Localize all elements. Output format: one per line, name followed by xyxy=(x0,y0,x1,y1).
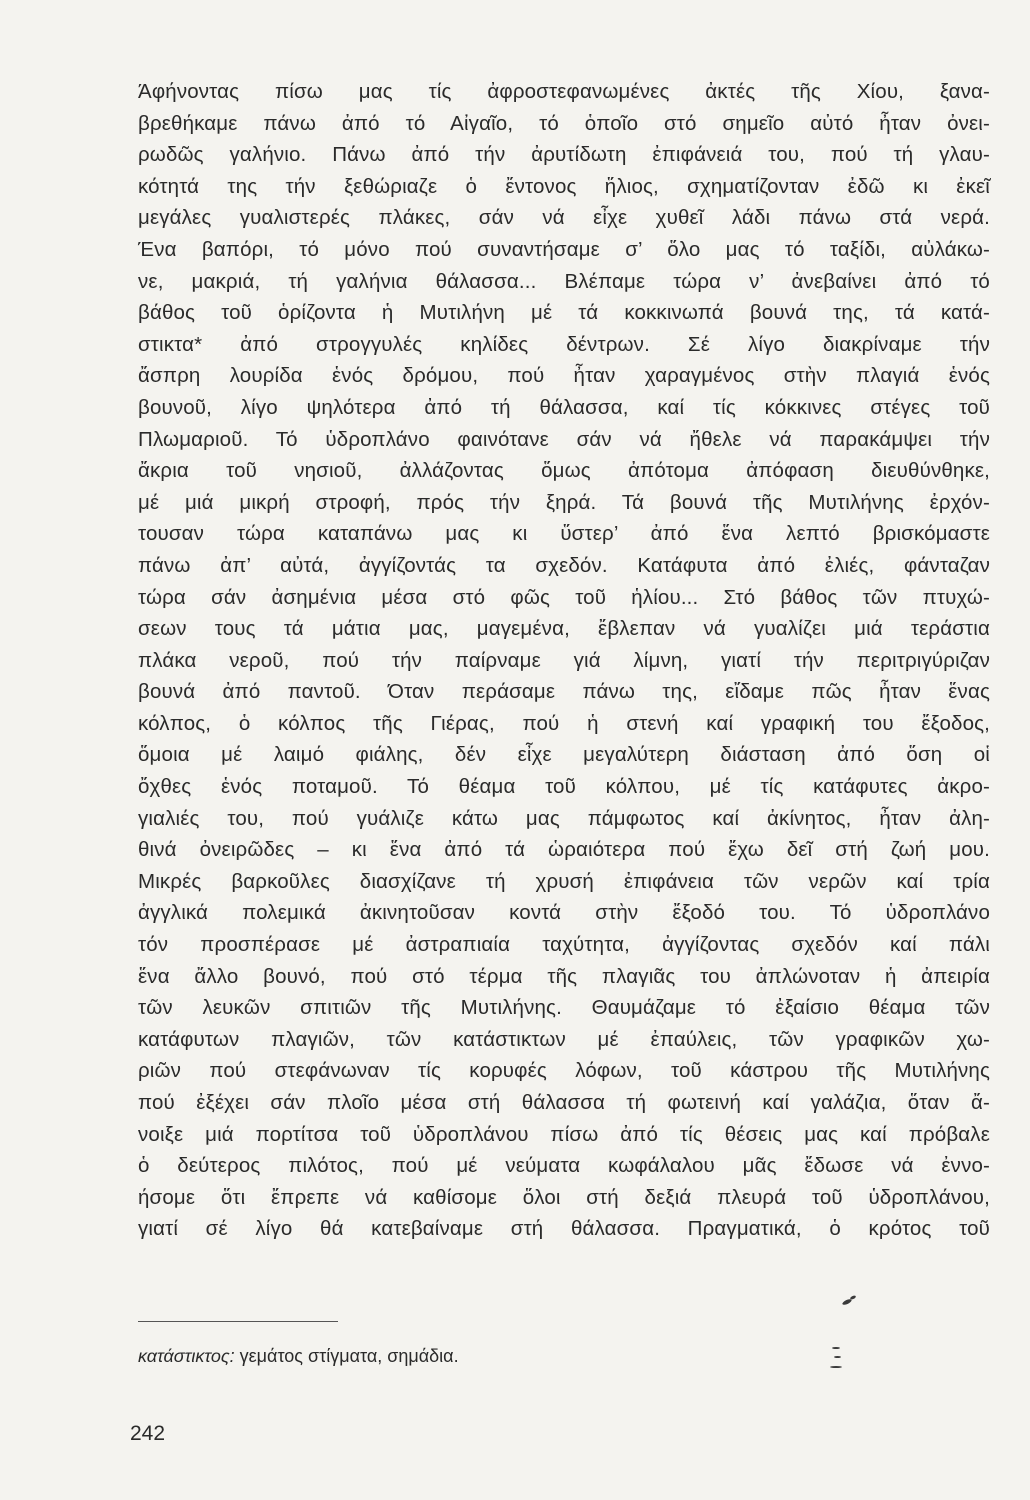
text-line: Άφήνοντας πίσω μας τίς ἀφροστεφανωμένες ἀκτές τῆς Χίου, ξανα- xyxy=(138,80,990,103)
text-line: βρεθήκαμε πάνω ἀπό τό Αἰγαῖο, τό ὁποῖο στό σημεῖο αὐτό ἦταν ὀνει- xyxy=(138,111,990,135)
text-line: ρωδῶς γαλήνιο. Πάνω ἀπό τήν ἀρυτίδωτη ἐπιφάνειά του, πού τή γλαυ- xyxy=(138,143,990,167)
text-line: θινά ὀνειρῶδες – κι ἕνα ἀπό τά ὡραιότερα πού ἔχω δεῖ στή ζωή μου. xyxy=(138,838,990,862)
footnote xyxy=(138,1344,459,1368)
ink-smudge xyxy=(834,1356,841,1358)
text-line: κόλπος, ὁ κόλπος τῆς Γιέρας, πού ἡ στενή καί γραφική του ἔξοδος, xyxy=(138,711,990,735)
text-line: κατάφυτων πλαγιῶν, τῶν κατάστικτων μέ ἐπαύλεις, τῶν γραφικῶν χω- xyxy=(138,1027,990,1051)
text-line: τόν προσπέρασε μέ ἀστραπιαία ταχύτητα, ἀγγίζοντας σχεδόν καί πάλι xyxy=(138,933,990,957)
text-line: ἀγγλικά πολεμικά ἀκινητοῦσαν κοντά στὴν ἔξοδό του. Τό ὑδροπλάνο xyxy=(138,901,990,925)
body-text xyxy=(138,76,990,1245)
text-line: ὁ δεύτερος πιλότος, πού μέ νεύματα κωφάλαλου μᾶς ἔδωσε νά ἐννο- xyxy=(138,1154,990,1178)
text-line: ήσομε ὅτι ἔπρεπε νά καθίσομε ὅλοι στή δεξιά πλευρά τοῦ ὑδροπλάνου, xyxy=(138,1185,990,1209)
text-line: βουνοῦ, λίγο ψηλότερα ἀπό τή θάλασσα, καί τίς κόκκινες στέγες τοῦ xyxy=(138,395,990,419)
text-line: σεων τους τά μάτια μας, μαγεμένα, ἔβλεπαν νά γυαλίζει μιά τεράστια xyxy=(138,617,990,641)
ink-smudge xyxy=(832,1347,840,1349)
text-line: γιατί σέ λίγο θά κατεβαίναμε στή θάλασσα. Πραγματικά, ὁ κρότος τοῦ xyxy=(138,1217,990,1241)
text-line: ἕνα ἄλλο βουνό, πού στό τέρμα τῆς πλαγιᾶς του ἀπλώνοταν ἡ ἀπειρία xyxy=(138,964,990,988)
text-line: τουσαν τώρα καταπάνω μας κι ὕστερ’ ἀπό ἕνα λεπτό βρισκόμαστε xyxy=(138,522,990,546)
text-line: τώρα σάν ἀσημένια μέσα στό φῶς τοῦ ἡλίου... Στό βάθος τῶν πτυχώ- xyxy=(138,585,990,609)
text-line: ριῶν πού στεφάνωναν τίς κορυφές λόφων, τοῦ κάστρου τῆς Μυτιλήνης xyxy=(138,1059,990,1083)
text-line: γιαλιές του, πού γυάλιζε κάτω μας πάμφωτος καί ἀκίνητος, ἦταν ἀλη- xyxy=(138,806,990,830)
text-line: Πλωμαριοῦ. Τό ὑδροπλάνο φαινότανε σάν νά ἤθελε νά παρακάμψει τήν xyxy=(138,427,990,451)
text-line: πλάκα νεροῦ, πού τήν παίρναμε γιά λίμνη, γιατί τήν περιτριγύριζαν xyxy=(138,648,990,672)
text-line: βάθος τοῦ ὁρίζοντα ἡ Μυτιλήνη μέ τά κοκκινωπά βουνά της, τά κατά- xyxy=(138,301,990,325)
footnote-definition: γεμάτος στίγματα, σημάδια. xyxy=(239,1346,459,1366)
text-line: ὅμοια μέ λαιμό φιάλης, δέν εἶχε μεγαλύτερη διάσταση ἀπό ὅση οἱ xyxy=(138,743,990,767)
text-line: τῶν λευκῶν σπιτιῶν τῆς Μυτιλήνης. Θαυμάζαμε τό ἐξαίσιο θέαμα τῶν xyxy=(138,996,990,1020)
text-line: Μικρές βαρκοῦλες διασχίζανε τή χρυσή ἐπιφάνεια τῶν νερῶν καί τρία xyxy=(138,869,990,893)
text-line: ὄχθες ἑνός ποταμοῦ. Τό θέαμα τοῦ κόλπου, μέ τίς κατάφυτες ἀκρο- xyxy=(138,775,990,799)
text-line: μεγάλες γυαλιστερές πλάκες, σάν νά εἶχε χυθεῖ λάδι πάνω στά νερά. xyxy=(138,206,990,230)
text-line: βουνά ἀπό παντοῦ. Όταν περάσαμε πάνω της, εἴδαμε πῶς ἦταν ἕνας xyxy=(138,680,990,704)
text-line: ἄκρια τοῦ νησιοῦ, ἀλλάζοντας ὅμως ἀπότομα ἀπόφαση διευθύνθηκε, xyxy=(138,459,990,483)
text-line: κότητά της τήν ξεθώριαζε ὁ ἔντονος ἥλιος, σχηματίζονταν ἐδῶ κι ἐκεῖ xyxy=(138,174,990,198)
text-line: μέ μιά μικρή στροφή, πρός τήν ξηρά. Τά βουνά τῆς Μυτιλήνης ἐρχόν- xyxy=(138,490,990,514)
ink-smudge xyxy=(830,1366,842,1368)
text-line: νε, μακριά, τή γαλήνια θάλασσα... Βλέπαμε τώρα ν’ ἀνεβαίνει ἀπό τό xyxy=(138,269,990,293)
text-line: πού ἐξέχει σάν πλοῖο μέσα στή θάλασσα τή φωτεινή καί γαλάζια, ὅταν ἄ- xyxy=(138,1091,990,1114)
page-number: 242 xyxy=(130,1422,166,1445)
text-line: στικτα* ἀπό στρογγυλές κηλίδες δέντρων. Σέ λίγο διακρίναμε τήν xyxy=(138,332,990,356)
text-line: ἄσπρη λουρίδα ἑνός δρόμου, πού ἦταν χαραγμένος στὴν πλαγιά ἑνός xyxy=(138,364,990,388)
text-line: πάνω ἀπ’ αὐτά, ἀγγίζοντάς τα σχεδόν. Κατάφυτα ἀπό ἐλιές, φάνταζαν xyxy=(138,553,990,577)
footnote-term: κατάστικτος: xyxy=(138,1346,235,1366)
ink-smudge xyxy=(850,1295,857,1300)
text-line: νοιξε μιά πορτίτσα τοῦ ὑδροπλάνου πίσω ἀπό τίς θέσεις μας καί πρόβαλε xyxy=(138,1122,990,1146)
text-line: Ένα βαπόρι, τό μόνο πού συναντήσαμε σ’ ὅλο μας τό ταξίδι, αὐλάκω- xyxy=(138,237,990,261)
footnote-separator xyxy=(138,1321,338,1322)
